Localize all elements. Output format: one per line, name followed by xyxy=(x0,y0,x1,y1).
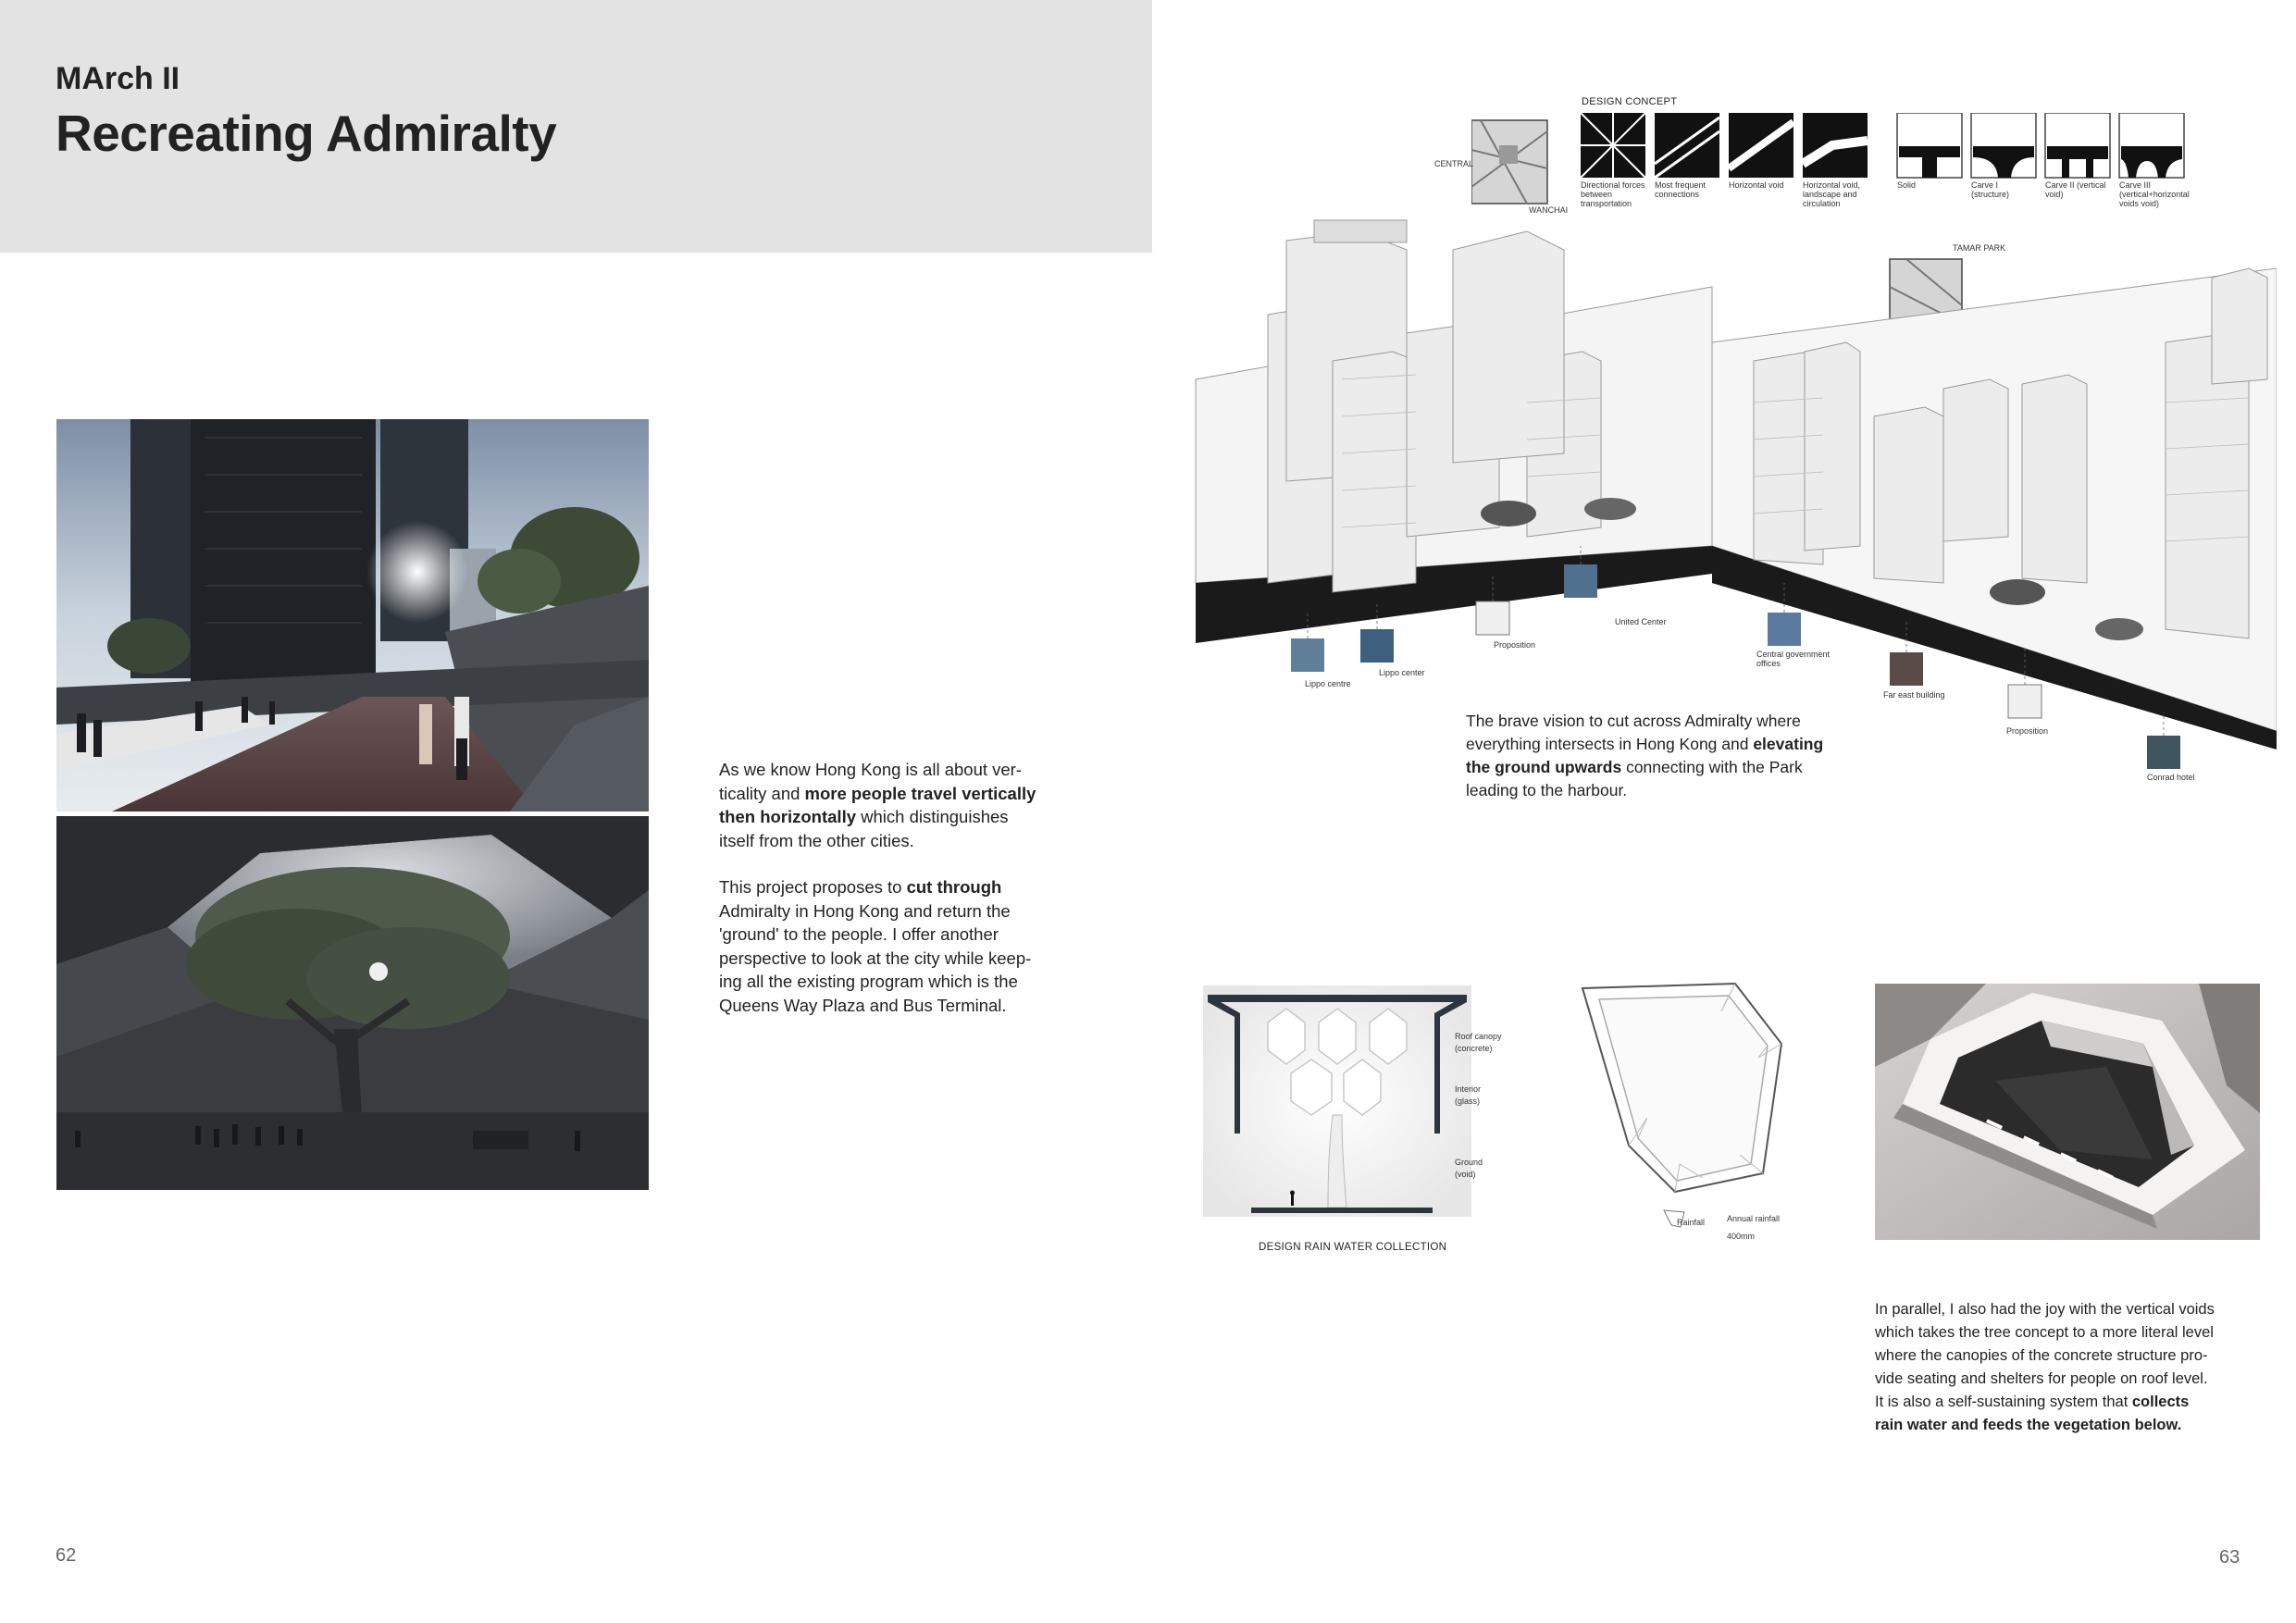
section-label-ground-material: (void) xyxy=(1455,1170,1476,1179)
physical-model-photo xyxy=(1875,984,2260,1240)
plan-label-rainfall-icon: Rainfall xyxy=(1677,1218,1706,1227)
map-label-central: CENTRAL xyxy=(1434,159,1474,168)
swatch-label-1: Lippo centre xyxy=(1305,679,1351,688)
section-title: DESIGN RAIN WATER COLLECTION xyxy=(1259,1242,1447,1253)
vision-caption: The brave vision to cut across Admiralty where everything intersects in Hong Kong and elevating the ground upwards connecting with the Park leading to the harbour. xyxy=(1466,712,1824,799)
vertical-voids-caption: In parallel, I also had the joy with the vertical voids which takes the tree concept to a more literal level where the canopies of the concrete structure pro- vide seating and shelters for people on roof level. It is also a self-sustaining system that collects rain water and feeds the vegetation below. xyxy=(1875,1301,2215,1433)
swatch-label-6: Far east building xyxy=(1883,690,1945,700)
section-label-roof: Roof canopy xyxy=(1455,1032,1502,1041)
concept-label-1: Directional forces between transportation xyxy=(1581,180,1645,208)
concept-label-4: Horizontal void, landscape and circulation xyxy=(1803,180,1861,208)
course-subtitle: MArch II xyxy=(56,61,180,96)
section-label-interior: Interior xyxy=(1455,1084,1482,1094)
page-title: Recreating Admiralty xyxy=(56,105,557,162)
concept-label-7: Carve II (vertical void) xyxy=(2045,180,2106,199)
swatch-label-8: Conrad hotel xyxy=(2147,773,2195,782)
swatch-label-7: Proposition xyxy=(2006,726,2049,736)
page-number-right: 63 xyxy=(2219,1547,2240,1567)
intro-text: As we know Hong Kong is all about ver- ticality and more people travel vertically then horizontally which distinguishes itself from the other cities. This project proposes to cut through Admiralty in Hong Kong and return the 'ground' to the people. I offer another perspective to look at the city while keep- ing all the existing program which is the Queens Way Plaza and Bus Terminal. xyxy=(719,760,1036,1015)
concept-label-6: Carve I (structure) xyxy=(1971,180,2010,199)
walkway-render-image xyxy=(56,419,649,812)
design-concept-title: DESIGN CONCEPT xyxy=(1582,96,1678,107)
map-label-tamar-park: TAMAR PARK xyxy=(1953,243,2006,253)
page-number-left: 62 xyxy=(56,1545,77,1566)
map-label-wanchai: WANCHAI xyxy=(1529,205,1569,215)
concept-label-5: Solid xyxy=(1897,180,1917,190)
concept-label-2: Most frequent connections xyxy=(1655,180,1706,199)
concept-label-3: Horizontal void xyxy=(1729,180,1784,190)
roof-plan-drawing xyxy=(1573,979,1795,1247)
section-label-interior-material: (glass) xyxy=(1455,1096,1481,1106)
rain-water-section-drawing xyxy=(1203,985,1471,1226)
concept-label-8: Carve III (vertical+horizontal voids void) xyxy=(2119,180,2190,208)
plan-label-rainfall-amount: 400mm xyxy=(1727,1232,1756,1241)
void-tree-render-image xyxy=(56,816,649,1190)
swatch-label-2: Lippo center xyxy=(1379,668,1425,677)
swatch-label-4: United Center xyxy=(1615,617,1667,626)
axonometric-model-diagram xyxy=(1194,194,2277,787)
swatch-label-5: Central government offices xyxy=(1756,650,1831,668)
swatch-label-3: Proposition xyxy=(1494,640,1536,650)
plan-label-annual-rainfall: Annual rainfall xyxy=(1727,1214,1781,1223)
section-label-roof-material: (concrete) xyxy=(1455,1044,1493,1053)
section-label-ground: Ground xyxy=(1455,1158,1483,1167)
